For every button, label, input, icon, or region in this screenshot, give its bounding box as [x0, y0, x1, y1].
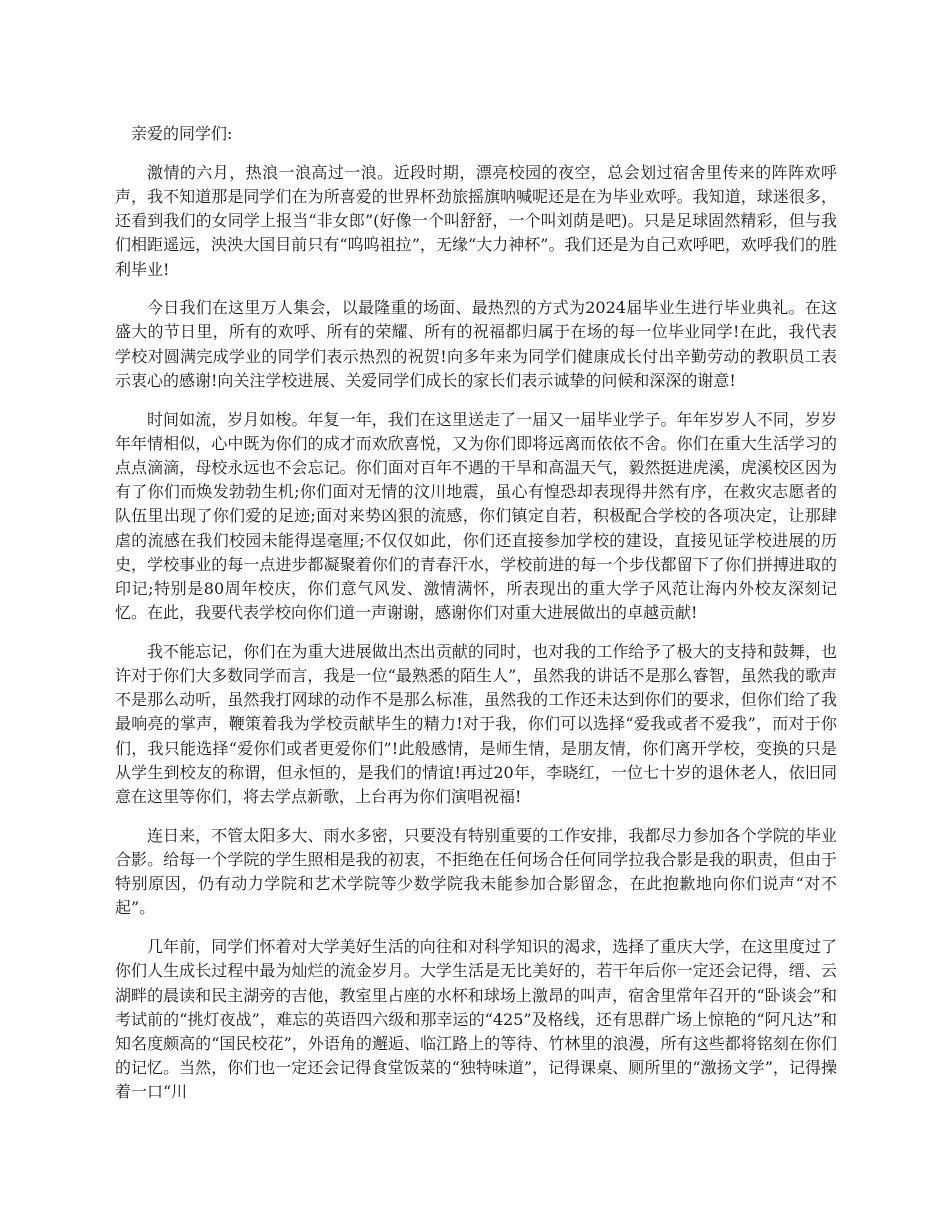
- paragraph-ceremony: 今日我们在这里万人集会，以最隆重的场面、最热烈的方式为2024届毕业生进行毕业典礼。在这盛大的节日里，所有的欢呼、所有的荣耀、所有的祝福都归属于在场的每一位毕业同学!在此，我代表学校对圆满完成学业的同学们表示热烈的祝贺!向多年来为同学们健康成长付出辛勤劳动的教职员工表示衷心的感谢!向关注学校进展、关爱同学们成长的家长们表示诚挚的问候和深深的谢意!: [115, 298, 837, 390]
- letter-body: [115, 122, 837, 1119]
- paragraph-world-cup: 激情的六月，热浪一浪高过一浪。近段时期，漂亮校园的夜空，总会划过宿舍里传来的阵阵欢呼声，我不知道那是同学们在为所喜爱的世界杯劲旅摇旗呐喊呢还是在为毕业欢呼。我知道，球迷很多，还看到我们的女同学上报当“非女郎”(好像一个叫舒舒，一个叫刘荫是吧)。只是足球固然精彩，但与我们相距遥远，泱泱大国目前只有“呜呜祖拉”，无缘“大力神杯”。我们还是为自己欢呼吧，欢呼我们的胜利毕业!: [115, 162, 837, 279]
- paragraph-gratitude: 我不能忘记，你们在为重大进展做出杰出贡献的同时，也对我的工作给予了极大的支持和鼓舞，也许对于你们大多数同学而言，我是一位“最熟悉的陌生人”，虽然我的讲话不是那么睿智，虽然我的歌声不是那么动听，虽然我打网球的动作不是那么标准，虽然我的工作还未达到你们的要求，但你们给了我最响亮的掌声，鞭策着我为学校贡献毕生的精力!对于我，你们可以选择“爱我或者不爱我”，而对于你们，我只能选择“爱你们或者更爱你们”!此般感情，是师生情，是朋友情，你们离开学校，变换的只是从学生到校友的称谓，但永恒的，是我们的情谊!再过20年，李晓红，一位七十岁的退休老人，依旧同意在这里等你们，将去学点新歌，上台再为你们演唱祝福!: [115, 641, 837, 807]
- paragraph-memories: 时间如流，岁月如梭。年复一年，我们在这里送走了一届又一届毕业学子。年年岁岁人不同，岁岁年年情相似，心中既为你们的成才而欢欣喜悦，又为你们即将远离而依依不舍。你们在重大生活学习的点点滴滴，母校永远也不会忘记。你们面对百年不遇的干旱和高温天气，毅然挺进虎溪，虎溪校区因为有了你们而焕发勃勃生机;你们面对无情的汶川地震，虽心有惶恐却表现得井然有序，在救灾志愿者的队伍里出现了你们爱的足迹;面对来势凶狠的流感，你们镇定自若，积极配合学校的各项决定，让那肆虐的流感在我们校园未能得逞毫厘;不仅仅如此，你们还直接参加学校的建设，直接见证学校进展的历史，学校事业的每一点进步都凝聚着你们的青春汗水，学校前进的每一个步伐都留下了你们拼搏进取的印记;特别是80周年校庆，你们意气风发、激情满怀，所表现出的重大学子风范让海内外校友深刻记忆。在此，我要代表学校向你们道一声谢谢，感谢你们对重大进展做出的卓越贡献!: [115, 409, 837, 623]
- salutation: 亲爱的同学们:: [131, 124, 233, 143]
- paragraph-campus-life: 几年前，同学们怀着对大学美好生活的向往和对科学知识的渴求，选择了重庆大学，在这里度过了你们人生成长过程中最为灿烂的流金岁月。大学生活是无比美好的，若干年后你一定还会记得，缙、云湖畔的晨读和民主湖旁的吉他，教室里占座的水杯和球场上激昂的叫声，宿舍里常年召开的“卧谈会”和考试前的“挑灯夜战”，难忘的英语四六级和那幸运的“425”及格线，还有思群广场上惊艳的“阿凡达”和知名度颇高的“国民校花”，外语角的邂逅、临江路上的等待、竹林里的浪漫，所有这些都将铭刻在你们的记忆。当然，你们也一定还会记得食堂饭菜的“独特味道”，记得课桌、厕所里的“激扬文学”，记得操着一口“川: [115, 937, 837, 1102]
- paragraph-group-photos: 连日来，不管太阳多大、雨水多密，只要没有特别重要的工作安排，我都尽力参加各个学院的毕业合影。给每一个学院的学生照相是我的初衷，不拒绝在任何场合任何同学拉我合影是我的职责，但由于特别原因，仍有动力学院和艺术学院等少数学院我未能参加合影留念，在此抱歉地向你们说声“对不起”。: [115, 825, 837, 918]
